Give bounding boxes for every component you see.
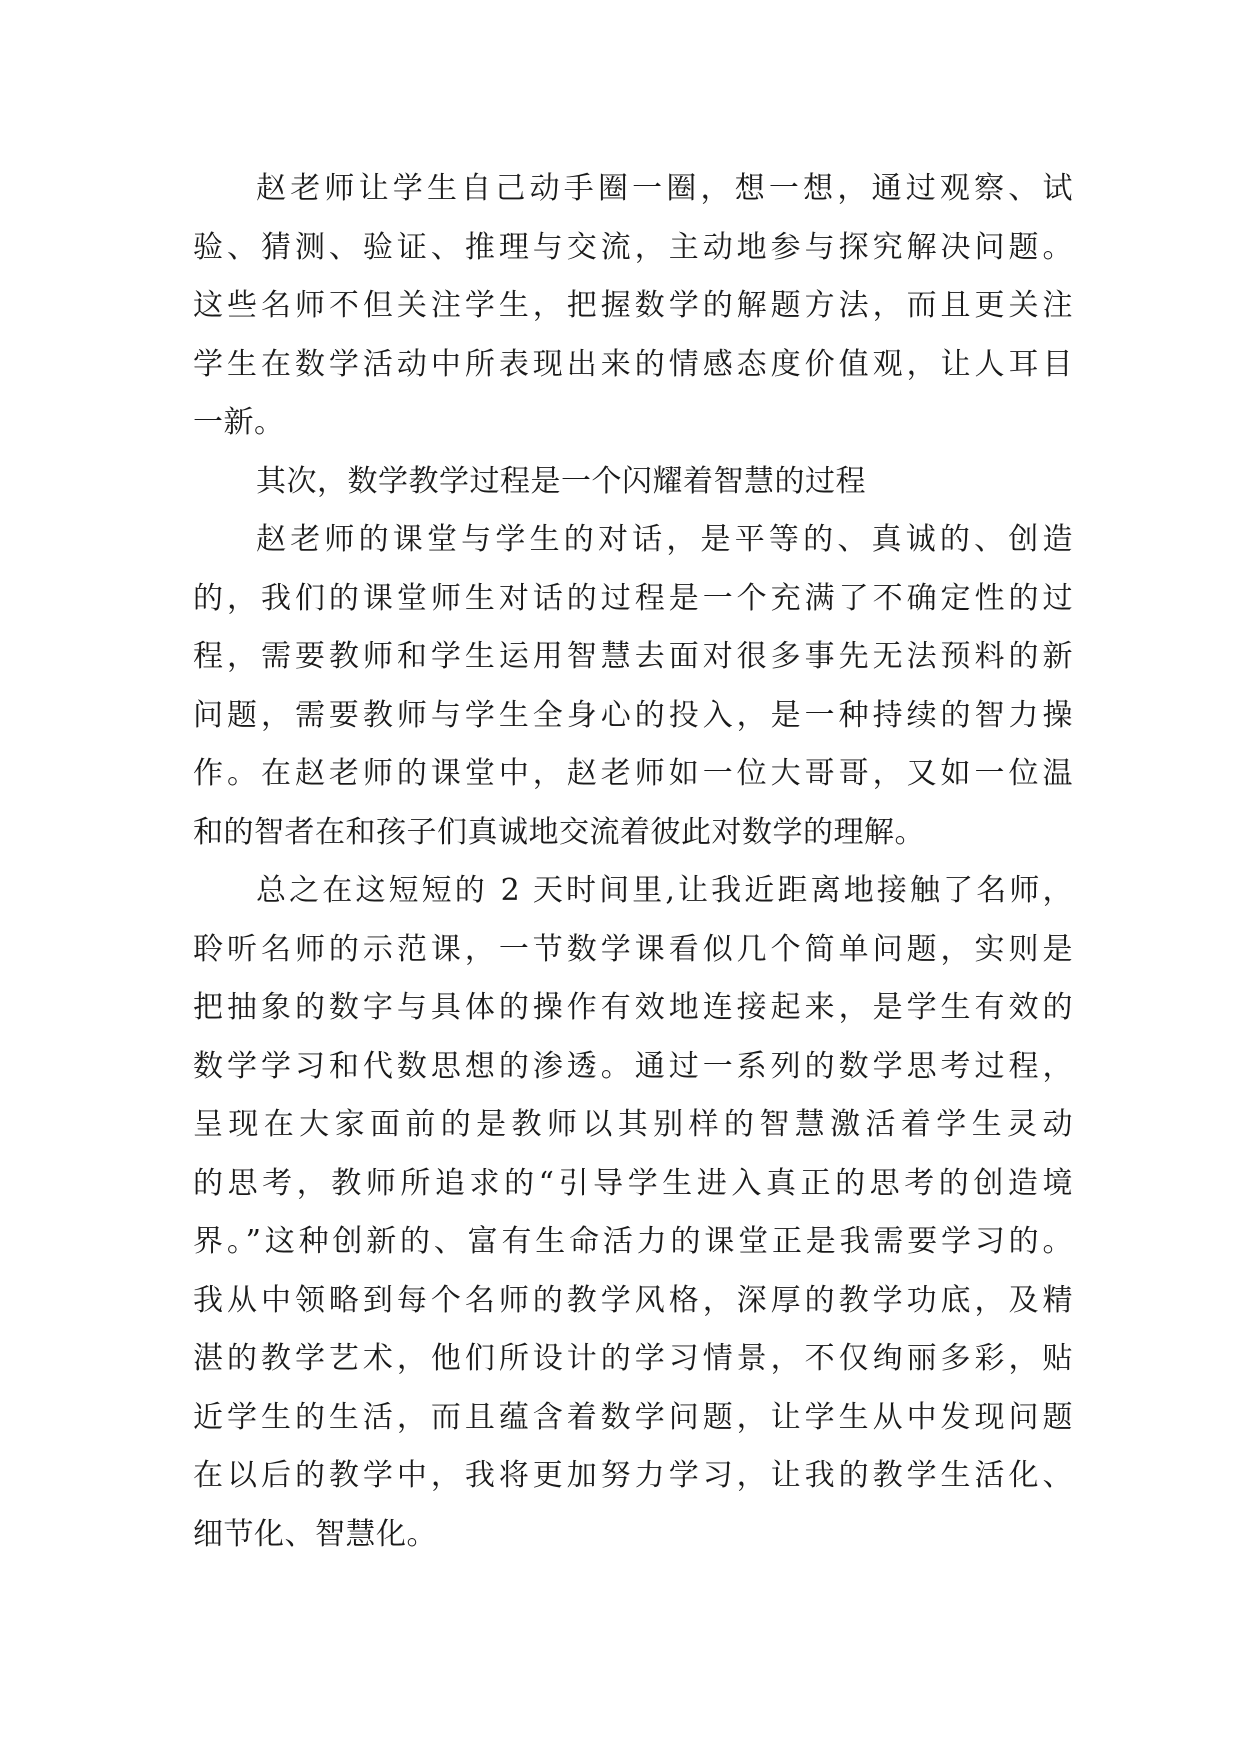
text-line: 赵老师的课堂与学生的对话，是平等的、真诚的、创造 — [256, 522, 1073, 557]
text-line: 其次，数学教学过程是一个闪耀着智慧的过程 — [256, 463, 866, 499]
text-line: 湛的教学艺术，他们所设计的学习情景，不仅绚丽多彩，贴 — [193, 1341, 1073, 1376]
paragraph-1 — [193, 160, 1073, 453]
text-line: 把抽象的数字与具体的操作有效地连接起来，是学生有效的 — [193, 990, 1073, 1025]
text-line: 和的智者在和孩子们真诚地交流着彼此对数学的理解。 — [193, 814, 925, 850]
text-line: 在以后的教学中，我将更加努力学习，让我的教学生活化、 — [193, 1458, 1073, 1493]
text-line: 数学学习和代数思想的渗透。通过一系列的数学思考过程， — [193, 1048, 1073, 1084]
text-line: 这些名师不但关注学生，把握数学的解题方法，而且更关注 — [193, 288, 1073, 323]
text-line: 验、猜测、验证、推理与交流，主动地参与探究解决问题。 — [193, 229, 1073, 265]
text-line: 的思考，教师所追求的“引导学生进入真正的思考的创造境 — [193, 1165, 1073, 1201]
text-line: 的，我们的课堂师生对话的过程是一个充满了不确定性的过 — [193, 580, 1073, 616]
paragraph-2 — [193, 453, 1073, 512]
text-line: 细节化、智慧化。 — [193, 1516, 437, 1552]
text-line: 学生在数学活动中所表现出来的情感态度价值观，让人耳目 — [193, 346, 1073, 382]
text-line: 赵老师让学生自己动手圈一圈，想一想，通过观察、试 — [256, 171, 1073, 206]
text-line: 聆听名师的示范课，一节数学课看似几个简单问题，实则是 — [193, 931, 1073, 967]
text-line: 作。在赵老师的课堂中，赵老师如一位大哥哥，又如一位温 — [193, 756, 1073, 791]
text-line: 总之在这短短的 2 天时间里,让我近距离地接触了名师， — [256, 873, 1073, 908]
text-line: 程，需要教师和学生运用智慧去面对很多事先无法预料的新 — [193, 639, 1073, 674]
text-line: 我从中领略到每个名师的教学风格，深厚的教学功底，及精 — [193, 1282, 1073, 1318]
text-line: 近学生的生活，而且蕴含着数学问题，让学生从中发现问题 — [193, 1399, 1073, 1435]
text-line: 界。”这种创新的、富有生命活力的课堂正是我需要学习的。 — [193, 1224, 1073, 1259]
text-line: 一新。 — [193, 405, 285, 440]
text-line: 问题，需要教师与学生全身心的投入，是一种持续的智力操 — [193, 697, 1073, 733]
document-body — [193, 160, 1073, 1564]
text-line: 呈现在大家面前的是教师以其别样的智慧激活着学生灵动 — [193, 1107, 1073, 1142]
paragraph-3 — [193, 511, 1073, 862]
paragraph-4 — [193, 862, 1073, 1564]
